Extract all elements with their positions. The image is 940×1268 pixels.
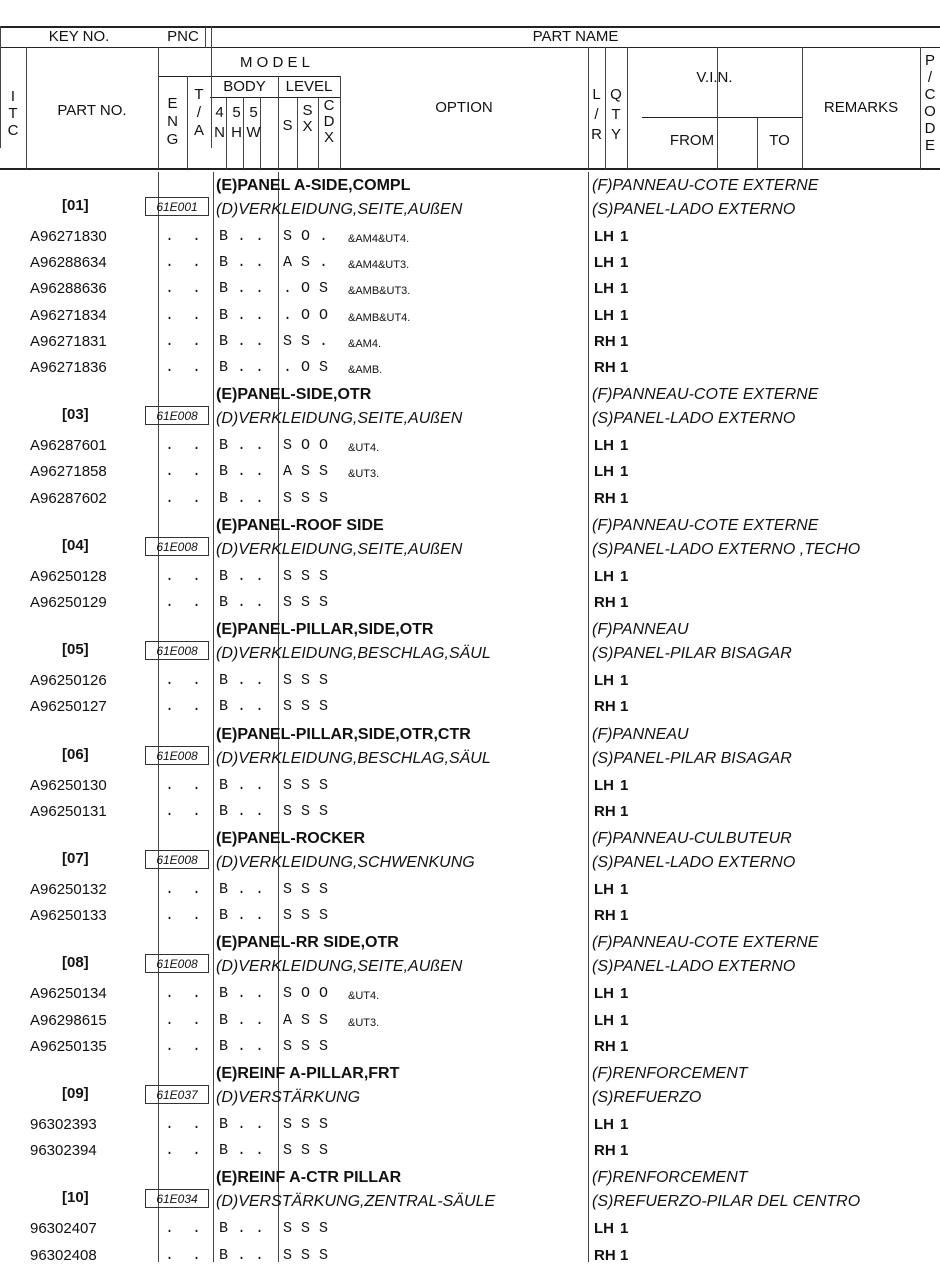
- body-values: B . .: [219, 332, 265, 350]
- part-number: A96250131: [30, 802, 107, 820]
- lr-guide: [588, 172, 589, 1262]
- level-values: S S S: [283, 907, 329, 925]
- vin-rule: [642, 117, 802, 118]
- part-name-french: (F)PANNEAU-COTE EXTERNE: [592, 386, 819, 404]
- eng-ta-values: . .: [165, 698, 202, 716]
- level-values: S S S: [283, 1220, 329, 1238]
- eng-ta-values: . .: [165, 985, 202, 1003]
- part-number: 96302408: [30, 1246, 97, 1264]
- part-name-spanish: (S)PANEL-LADO EXTERNO: [592, 201, 796, 218]
- qty-value: 1: [620, 228, 629, 245]
- level-values: S S S: [283, 1037, 329, 1055]
- part-name-german: (D)VERKLEIDUNG,BESCHLAG,SÄUL: [216, 749, 491, 767]
- part-name-german: (D)VERKLEIDUNG,SEITE,AUßEN: [216, 540, 463, 558]
- body-col-1-heading: 5 H: [231, 104, 242, 141]
- qty-value: 1: [620, 254, 629, 272]
- lr-value: RH: [594, 802, 616, 820]
- level-values: S S S: [283, 1142, 329, 1160]
- body-values: B . .: [219, 567, 265, 585]
- eng-ta-values: . .: [165, 881, 202, 898]
- eng-ta-values: . .: [165, 594, 202, 611]
- option-code: &UT3.: [348, 468, 380, 481]
- level-col-2-heading: C D X: [323, 97, 335, 146]
- header-bottom-rule: [0, 168, 940, 170]
- part-name-spanish: (S)PANEL-LADO EXTERNO ,TECHO: [592, 540, 861, 558]
- qty-value: 1: [620, 463, 629, 481]
- part-number: A96271834: [30, 306, 107, 324]
- eng-ta-values: . .: [165, 489, 202, 507]
- part-name-english: (E)REINF A-PILLAR,FRT: [216, 1065, 400, 1082]
- body-values: B . .: [219, 985, 265, 1003]
- key-number: [08]: [62, 954, 89, 972]
- lr-value: LH: [594, 306, 614, 324]
- part-name-german: (D)VERKLEIDUNG,BESCHLAG,SÄUL: [216, 645, 491, 663]
- part-no-heading: PART NO.: [57, 102, 127, 119]
- body-values: B . .: [219, 802, 265, 820]
- lr-value: RH: [594, 1142, 616, 1160]
- eng-ta-values: . .: [165, 567, 202, 585]
- body-values: B . .: [219, 907, 265, 925]
- part-name-english: (E)PANEL-SIDE,OTR: [216, 386, 372, 404]
- level-values: S S S: [283, 594, 329, 611]
- eng-ta-values: . .: [165, 463, 202, 481]
- level-values: S S .: [283, 332, 329, 350]
- lr-value: LH: [594, 1011, 614, 1029]
- key-number: [05]: [62, 641, 89, 659]
- remarks-heading: REMARKS: [823, 99, 899, 116]
- lr-value: LH: [594, 463, 614, 481]
- part-name-french: (F)RENFORCEMENT: [592, 1169, 748, 1187]
- lr-value: LH: [594, 881, 614, 898]
- qty-value: 1: [620, 1116, 629, 1133]
- part-name-spanish: (S)PANEL-PILAR BISAGAR: [592, 645, 792, 663]
- level-values: S S S: [283, 698, 329, 716]
- body-values: B . .: [219, 463, 265, 481]
- option-code: &AM4&UT3.: [348, 259, 410, 272]
- lr-value: LH: [594, 437, 614, 455]
- lr-value: RH: [594, 1246, 616, 1264]
- level-values: S S S: [283, 776, 329, 794]
- body-values: B . .: [219, 306, 265, 324]
- level-values: A S .: [283, 254, 329, 272]
- option-code: &UT4.: [348, 442, 380, 455]
- level-col-0-heading: S: [282, 117, 293, 134]
- level-values: S S S: [283, 1246, 329, 1264]
- part-name-spanish: (S)PANEL-LADO EXTERNO: [592, 854, 796, 871]
- part-name-english: (E)PANEL-PILLAR,SIDE,OTR: [216, 621, 434, 639]
- body-values: B . .: [219, 1011, 265, 1029]
- eng-ta-values: . .: [165, 332, 202, 350]
- body-values: B . .: [219, 594, 265, 611]
- lr-value: RH: [594, 698, 616, 716]
- eng-heading: E N G: [166, 95, 179, 148]
- part-number: 96302394: [30, 1142, 97, 1160]
- part-number: A96271858: [30, 463, 107, 481]
- option-heading: OPTION: [435, 99, 493, 116]
- eng-ta-values: . .: [165, 1116, 202, 1133]
- qty-value: 1: [620, 280, 629, 298]
- option-code: &AM4.: [348, 337, 382, 350]
- body-values: B . .: [219, 1246, 265, 1264]
- lr-value: LH: [594, 985, 614, 1003]
- level-values: S O .: [283, 228, 329, 245]
- qty-value: 1: [620, 1142, 629, 1160]
- part-name-german: (D)VERSTÄRKUNG,ZENTRAL-SÄULE: [216, 1193, 496, 1211]
- body-heading: BODY: [223, 78, 266, 95]
- key-no-heading: KEY NO.: [48, 28, 110, 45]
- eng-ta-values: . .: [165, 306, 202, 324]
- model-subcol-6: [340, 76, 341, 169]
- part-name-spanish: (S)PANEL-PILAR BISAGAR: [592, 749, 792, 767]
- part-name-spanish: (S)PANEL-LADO EXTERNO: [592, 410, 796, 428]
- level-values: S O O: [283, 437, 329, 455]
- part-number: A96250133: [30, 907, 107, 925]
- body-values: B . .: [219, 1142, 265, 1160]
- eng-ta-values: . .: [165, 359, 202, 376]
- part-name-spanish: (S)PANEL-LADO EXTERNO: [592, 958, 796, 976]
- eng-ta-values: . .: [165, 228, 202, 245]
- part-number: A96250126: [30, 672, 107, 690]
- eng-ta-values: . .: [165, 1142, 202, 1160]
- pnc-code: 61E008: [145, 954, 209, 973]
- part-number: A96288634: [30, 254, 107, 272]
- lr-value: LH: [594, 672, 614, 690]
- part-name-german: (D)VERSTÄRKUNG: [216, 1089, 361, 1106]
- qty-value: 1: [620, 672, 629, 690]
- pnc-code: 61E034: [145, 1189, 209, 1208]
- part-name-french: (F)PANNEAU-COTE EXTERNE: [592, 934, 819, 952]
- qty-value: 1: [620, 594, 629, 611]
- part-name-english: (E)PANEL-RR SIDE,OTR: [216, 934, 399, 952]
- level-values: S S S: [283, 489, 329, 507]
- model-guide: [213, 172, 214, 1262]
- body-values: B . .: [219, 228, 265, 245]
- level-values: S O O: [283, 985, 329, 1003]
- lr-value: RH: [594, 594, 616, 611]
- qty-value: 1: [620, 359, 629, 376]
- vin-heading: V.I.N.: [696, 69, 733, 86]
- qty-value: 1: [620, 1246, 629, 1264]
- part-name-french: (F)PANNEAU-COTE EXTERNE: [592, 177, 819, 194]
- option-code: &UT4.: [348, 990, 380, 1003]
- lr-value: LH: [594, 1116, 614, 1133]
- level-col-1-heading: S X: [302, 102, 313, 135]
- pnc-code: 61E037: [145, 1085, 209, 1104]
- body-values: B . .: [219, 776, 265, 794]
- ta-heading: T / A: [193, 86, 204, 139]
- qty-value: 1: [620, 332, 629, 350]
- header-col-5: [627, 47, 628, 169]
- qty-heading: Q T Y: [610, 86, 622, 143]
- header-col-6: [717, 47, 718, 169]
- option-code: &UT3.: [348, 1016, 380, 1029]
- part-name-french: (F)PANNEAU-CULBUTEUR: [592, 830, 792, 847]
- eng-ta-values: . .: [165, 254, 202, 272]
- qty-value: 1: [620, 1011, 629, 1029]
- table-header: [0, 0, 940, 170]
- part-number: A96287602: [30, 489, 107, 507]
- pnc-heading: PNC: [167, 28, 199, 45]
- key-number: [03]: [62, 406, 89, 424]
- eng-ta-values: . .: [165, 776, 202, 794]
- part-name-german: (D)VERKLEIDUNG,SEITE,AUßEN: [216, 201, 463, 218]
- model-rule: [158, 76, 340, 77]
- body-values: B . .: [219, 254, 265, 272]
- qty-value: 1: [620, 306, 629, 324]
- body-values: B . .: [219, 1220, 265, 1238]
- key-number: [01]: [62, 197, 89, 214]
- part-number: A96271830: [30, 228, 107, 245]
- pnc-code: 61E008: [145, 406, 209, 425]
- vin-from-heading: FROM: [669, 132, 715, 149]
- part-number: 96302407: [30, 1220, 97, 1238]
- level-values: A S S: [283, 1011, 329, 1029]
- eng-ta-values: . .: [165, 1220, 202, 1238]
- model-heading: M O D E L: [239, 54, 310, 71]
- eng-ta-values: . .: [165, 672, 202, 690]
- body-col-2-heading: 5 W: [246, 104, 261, 141]
- eng-ta-values: . .: [165, 1037, 202, 1055]
- level-values: S S S: [283, 567, 329, 585]
- part-number: A96250130: [30, 776, 107, 794]
- body-values: B . .: [219, 280, 265, 298]
- key-number: [04]: [62, 536, 89, 554]
- lr-value: LH: [594, 228, 614, 245]
- level-values: . O S: [283, 280, 329, 298]
- part-name-english: (E)PANEL-PILLAR,SIDE,OTR,CTR: [216, 725, 471, 743]
- option-code: &AMB&UT4.: [348, 311, 411, 324]
- body-values: B . .: [219, 1037, 265, 1055]
- key-number: [06]: [62, 745, 89, 763]
- vin-to-heading: TO: [769, 132, 790, 149]
- part-number: A96250135: [30, 1037, 107, 1055]
- pnc-code: 61E008: [145, 537, 209, 556]
- qty-value: 1: [620, 802, 629, 820]
- body-col-0-heading: 4 N: [214, 104, 225, 141]
- part-number: A96287601: [30, 437, 107, 455]
- part-number: A96250129: [30, 594, 107, 611]
- part-number: A96288636: [30, 280, 107, 298]
- lr-value: RH: [594, 907, 616, 925]
- qty-value: 1: [620, 985, 629, 1003]
- lr-value: LH: [594, 776, 614, 794]
- body-values: B . .: [219, 881, 265, 898]
- eng-ta-values: . .: [165, 1246, 202, 1264]
- qty-value: 1: [620, 489, 629, 507]
- lr-value: RH: [594, 332, 616, 350]
- key-number: [07]: [62, 850, 89, 867]
- part-number: A96271836: [30, 359, 107, 376]
- part-name-french: (F)PANNEAU: [592, 621, 689, 639]
- itc-heading: I T C: [7, 88, 19, 139]
- pnc-code: 61E008: [145, 746, 209, 765]
- part-number: A96250128: [30, 567, 107, 585]
- eng-ta-values: . .: [165, 437, 202, 455]
- level-values: S S S: [283, 672, 329, 690]
- qty-value: 1: [620, 437, 629, 455]
- part-name-spanish: (S)REFUERZO: [592, 1089, 702, 1106]
- qty-value: 1: [620, 698, 629, 716]
- qty-value: 1: [620, 1037, 629, 1055]
- part-number: A96250127: [30, 698, 107, 716]
- part-name-german: (D)VERKLEIDUNG,SEITE,AUßEN: [216, 958, 463, 976]
- qty-value: 1: [620, 907, 629, 925]
- option-code: &AMB.: [348, 364, 383, 376]
- body-values: B . .: [219, 1116, 265, 1133]
- eng-ta-values: . .: [165, 907, 202, 925]
- qty-value: 1: [620, 881, 629, 898]
- part-name-spanish: (S)REFUERZO-PILAR DEL CENTRO: [592, 1193, 861, 1211]
- key-number: [10]: [62, 1189, 89, 1207]
- lr-value: RH: [594, 1037, 616, 1055]
- lr-value: LH: [594, 280, 614, 298]
- pcode-heading: P / C O D E: [924, 52, 936, 154]
- qty-value: 1: [620, 776, 629, 794]
- lr-value: RH: [594, 489, 616, 507]
- part-number: 96302393: [30, 1116, 97, 1133]
- level-values: . O S: [283, 359, 329, 376]
- level-values: S S S: [283, 802, 329, 820]
- level-values: S S S: [283, 1116, 329, 1133]
- qty-value: 1: [620, 567, 629, 585]
- body-values: B . .: [219, 359, 265, 376]
- pnc-code: 61E001: [145, 197, 209, 216]
- part-number: A96250134: [30, 985, 107, 1003]
- part-name-german: (D)VERKLEIDUNG,SCHWENKUNG: [216, 854, 475, 871]
- part-number: A96298615: [30, 1011, 107, 1029]
- key-number: [09]: [62, 1085, 89, 1102]
- body-values: B . .: [219, 437, 265, 455]
- option-code: &AM4&UT4.: [348, 233, 410, 245]
- pnc-code: 61E008: [145, 850, 209, 869]
- body-values: B . .: [219, 698, 265, 716]
- lr-value: LH: [594, 1220, 614, 1238]
- lr-value: RH: [594, 359, 616, 376]
- pnc-code: 61E008: [145, 641, 209, 660]
- body-values: B . .: [219, 489, 265, 507]
- part-name-english: (E)REINF A-CTR PILLAR: [216, 1169, 402, 1187]
- part-name-english: (E)PANEL-ROOF SIDE: [216, 516, 384, 534]
- lr-value: LH: [594, 254, 614, 272]
- part-name-french: (F)RENFORCEMENT: [592, 1065, 748, 1082]
- part-name-german: (D)VERKLEIDUNG,SEITE,AUßEN: [216, 410, 463, 428]
- part-name-heading: PART NAME: [532, 28, 619, 45]
- eng-ta-values: . .: [165, 802, 202, 820]
- level-values: . O O: [283, 306, 329, 324]
- part-name-french: (F)PANNEAU-COTE EXTERNE: [592, 516, 819, 534]
- part-name-english: (E)PANEL A-SIDE,COMPL: [216, 177, 411, 194]
- level-values: S S S: [283, 881, 329, 898]
- level-heading: LEVEL: [285, 78, 333, 95]
- part-number: A96271831: [30, 332, 107, 350]
- header-top-rule: [0, 26, 940, 28]
- part-name-english: (E)PANEL-ROCKER: [216, 830, 366, 847]
- option-code: &AMB&UT3.: [348, 285, 411, 298]
- qty-value: 1: [620, 1220, 629, 1238]
- level-values: A S S: [283, 463, 329, 481]
- eng-ta-values: . .: [165, 280, 202, 298]
- part-name-french: (F)PANNEAU: [592, 725, 689, 743]
- lr-value: LH: [594, 567, 614, 585]
- part-number: A96250132: [30, 881, 107, 898]
- header-rule: [0, 47, 940, 48]
- body-values: B . .: [219, 672, 265, 690]
- lr-heading: L / R: [591, 86, 602, 143]
- eng-ta-values: . .: [165, 1011, 202, 1029]
